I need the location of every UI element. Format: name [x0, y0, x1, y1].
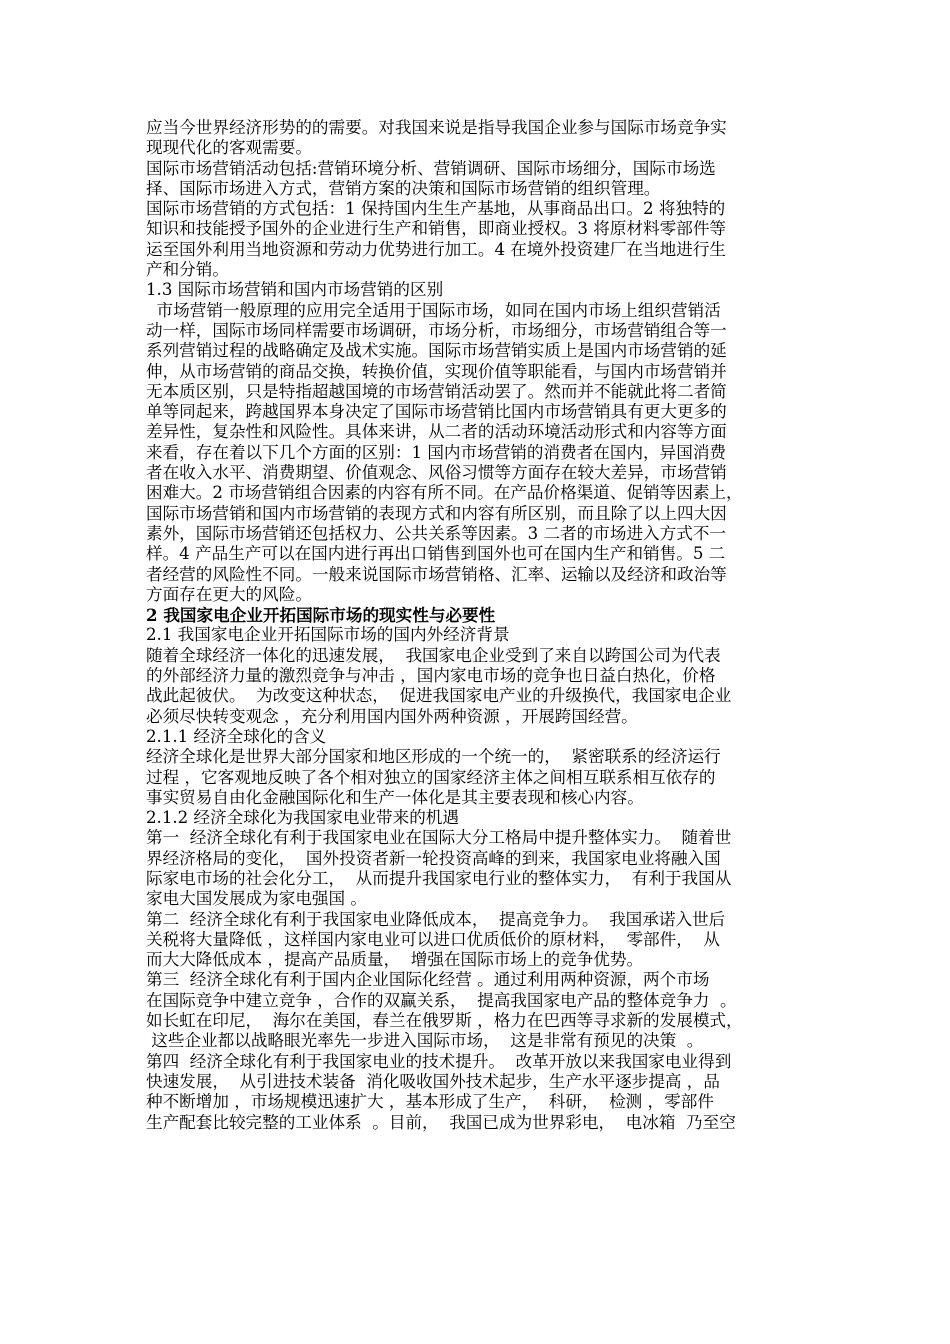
text-line: 产和分销。	[146, 260, 229, 280]
text-line: 随着全球经济一体化的迅速发展， 我国家电企业受到了来自以跨国公司为代表	[146, 645, 721, 665]
section-heading-2-1: 2.1 我国家电企业开拓国际市场的国内外经济背景	[146, 625, 510, 645]
text-line: 而大大降低成本 ，提高产品质量， 增强在国际市场上的竞争优势。	[146, 950, 644, 970]
text-line: 困难大。2 市场营销组合因素的内容有所不同。在产品价格渠道、促销等因素上，	[146, 483, 743, 503]
text-line: 经济全球化是世界大部分国家和地区形成的一个统一的， 紧密联系的经济运行	[146, 747, 721, 767]
text-line: 现现代化的客观需要。	[146, 138, 312, 158]
text-line: 知识和技能授予国外的企业进行生产和销售，即商业授权。3 将原材料零部件等	[146, 219, 727, 239]
document-page	[146, 118, 826, 1133]
text-line: 快速发展， 从引进技术装备 消化吸收国外技术起步，生产水平逐步提高 ，品	[146, 1071, 720, 1091]
text-line: 事实贸易自由化金融国际化和生产一体化是其主要表现和核心内容。	[146, 787, 644, 807]
text-line: 运至国外利用当地资源和劳动力优势进行加工。4 在境外投资建厂在当地进行生	[146, 239, 727, 259]
text-line: 必须尽快转变观念 ，充分利用国内国外两种资源 ，开展跨国经营。	[146, 706, 638, 726]
text-line: 样。4 产品生产可以在国内进行再出口销售到国外也可在国内生产和销售。5 二	[146, 544, 726, 564]
text-line: 伸，从市场营销的商品交换，转换价值，实现价值等职能看，与国内市场营销并	[146, 361, 727, 381]
text-line: 际家电市场的社会化分工， 从而提升我国家电行业的整体实力， 有利于我国从	[146, 868, 732, 888]
text-line: 者经营的风险性不同。一般来说国际市场营销格、汇率、运输以及经济和政治等	[146, 564, 727, 584]
section-heading-2-1-1: 2.1.1 经济全球化的含义	[146, 726, 327, 746]
text-line: 过程 ，它客观地反映了各个相对独立的国家经济主体之间相互联系相互依存的	[146, 767, 716, 787]
text-line: 市场营销一般原理的应用完全适用于国际市场，如同在国内市场上组织营销活	[146, 300, 721, 320]
text-line: 方面存在更大的风险。	[146, 584, 312, 604]
text-line: 国际市场营销的方式包括：1 保持国内生生产基地，从事商品出口。2 将独特的	[146, 199, 726, 219]
chapter-heading-2: 2 我国家电企业开拓国际市场的现实性与必要性	[146, 605, 496, 626]
text-line: 择、国际市场进入方式，营销方案的决策和国际市场营销的组织管理。	[146, 178, 661, 198]
text-line: 来看，存在着以下几个方面的区别：1 国内市场营销的消费者在国内，异国消费	[146, 442, 727, 462]
text-line: 单等同起来，跨越国界本身决定了国际市场营销比国内市场营销具有更大更多的	[146, 402, 727, 422]
text-line: 第四 经济全球化有利于我国家电业的技术提升。 改革开放以来我国家电业得到	[146, 1051, 732, 1071]
text-line: 的外部经济力量的激烈竞争与冲击 ，国内家电市场的竞争也日益白热化，价格	[146, 666, 716, 686]
text-line: 家电大国发展成为家电强国 。	[146, 889, 367, 909]
text-line: 生产配套比较完整的工业体系 。目前， 我国已成为世界彩电， 电冰箱 乃至空	[146, 1112, 736, 1132]
text-line: 者在收入水平、消费期望、价值观念、风俗习惯等方面存在较大差异，市场营销	[146, 463, 727, 483]
text-line: 系列营销过程的战略确定及战术实施。国际市场营销实质上是国内市场营销的延	[146, 341, 727, 361]
text-line: 第一 经济全球化有利于我国家电业在国际大分工格局中提升整体实力。 随着世	[146, 828, 732, 848]
text-line: 素外，国际市场营销还包括权力、公共关系等因素。3 二者的市场进入方式不一	[146, 523, 727, 543]
section-heading-2-1-2: 2.1.2 经济全球化为我国家电业带来的机遇	[146, 808, 459, 828]
text-line: 如长虹在印尼， 海尔在美国，春兰在俄罗斯 ，格力在巴西等寻求新的发展模式，	[146, 1011, 743, 1031]
text-line: 关税将大量降低 ，这样国内家电业可以进口优质低价的原材料， 零部件， 从	[146, 929, 720, 949]
text-line: 界经济格局的变化， 国外投资者新一轮投资高峰的到来，我国家电业将融入国	[146, 848, 721, 868]
text-line: 第二 经济全球化有利于我国家电业降低成本， 提高竞争力。 我国承诺入世后	[146, 909, 726, 929]
text-line: 第三 经济全球化有利于国内企业国际化经营 。通过利用两种资源，两个市场	[146, 970, 710, 990]
text-line: 无本质区别，只是特指超越国境的市场营销活动罢了。然而并不能就此将二者简	[146, 381, 727, 401]
text-line: 这些企业都以战略眼光率先一步进入国际市场， 这是非常有预见的决策 。	[146, 1031, 704, 1051]
section-heading-1-3: 1.3 国际市场营销和国内市场营销的区别	[146, 280, 444, 300]
text-line: 在国际竞争中建立竞争 ，合作的双赢关系， 提高我国家电产品的整体竞争力 。	[146, 990, 737, 1010]
text-line: 战此起彼伏。 为改变这种状态， 促进我国家电产业的升级换代，我国家电企业	[146, 686, 732, 706]
text-line: 差异性，复杂性和风险性。具体来讲，从二者的活动环境活动形式和内容等方面	[146, 422, 727, 442]
text-line: 国际市场营销活动包括:营销环境分析、营销调研、国际市场细分，国际市场选	[146, 158, 716, 178]
text-line: 动一样，国际市场同样需要市场调研，市场分析，市场细分，市场营销组合等一	[146, 320, 727, 340]
text-line: 应当今世界经济形势的的需要。对我国来说是指导我国企业参与国际市场竞争实	[146, 118, 727, 137]
text-line: 国际市场营销和国内市场营销的表现方式和内容有所区别，而且除了以上四大因	[146, 503, 727, 523]
text-line: 种不断增加 ，市场规模迅速扩大 ，基本形成了生产， 科研， 检测 ，零部件	[146, 1092, 714, 1112]
